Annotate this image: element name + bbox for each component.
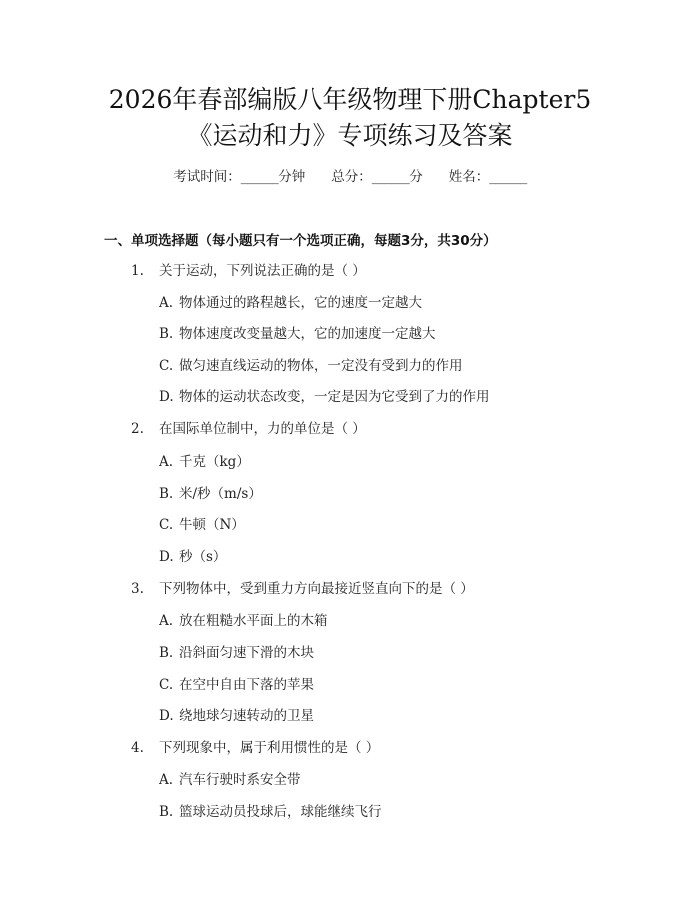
score-blank: ______ xyxy=(371,169,410,185)
option-letter: C. xyxy=(159,677,174,693)
option-letter: C. xyxy=(159,358,174,374)
option-letter: A. xyxy=(159,772,174,788)
exam-info-line xyxy=(0,168,700,186)
option-text: 沿斜面匀速下滑的木块 xyxy=(179,645,314,661)
option-3c xyxy=(159,676,314,694)
option-4a xyxy=(159,771,301,789)
question-text: 关于运动，下列说法正确的是（ ） xyxy=(159,263,366,279)
option-text: 在空中自由下落的苹果 xyxy=(179,677,314,693)
score-label: 总分： xyxy=(331,169,372,185)
option-2d xyxy=(159,548,226,566)
name-blank: ______ xyxy=(489,169,527,185)
option-letter: B. xyxy=(159,804,174,820)
option-2c xyxy=(159,516,245,534)
option-letter: C. xyxy=(159,517,174,533)
option-3b xyxy=(159,644,314,662)
option-text: 物体速度改变量越大，它的加速度一定越大 xyxy=(179,326,436,342)
question-text: 下列物体中，受到重力方向最接近竖直向下的是（ ） xyxy=(159,581,474,597)
score-unit: 分 xyxy=(409,169,423,185)
section-heading: 一、单项选择题（每小题只有一个选项正确，每题3分，共30分） xyxy=(104,233,497,249)
option-2a xyxy=(159,453,250,471)
option-letter: B. xyxy=(159,645,174,661)
option-text: 牛顿（N） xyxy=(179,517,245,533)
option-2b xyxy=(159,485,262,503)
option-letter: A. xyxy=(159,454,174,470)
time-blank: ______ xyxy=(240,169,279,185)
option-letter: B. xyxy=(159,326,174,342)
option-3d xyxy=(159,707,314,725)
name-label: 姓名： xyxy=(448,169,490,185)
question-1 xyxy=(131,262,366,280)
option-3a xyxy=(159,612,328,630)
option-letter: A. xyxy=(159,295,174,311)
question-2 xyxy=(131,420,366,438)
option-1a xyxy=(159,294,422,312)
document-title-line1: 2026年春部编版八年级物理下册Chapter5 xyxy=(108,85,592,114)
option-letter: D. xyxy=(159,389,174,405)
option-1b xyxy=(159,325,436,343)
option-text: 篮球运动员投球后，球能继续飞行 xyxy=(179,804,382,820)
option-4b xyxy=(159,803,382,821)
question-number: 3. xyxy=(131,581,144,597)
option-letter: D. xyxy=(159,708,174,724)
option-text: 汽车行驶时系安全带 xyxy=(179,772,301,788)
question-text: 在国际单位制中，力的单位是（ ） xyxy=(159,421,366,437)
option-text: 放在粗糙水平面上的木箱 xyxy=(179,613,328,629)
question-number: 2. xyxy=(131,421,144,437)
option-text: 物体的运动状态改变，一定是因为它受到了力的作用 xyxy=(179,389,490,405)
document-title-line2: 《运动和力》专项练习及答案 xyxy=(187,121,513,150)
option-text: 物体通过的路程越长，它的速度一定越大 xyxy=(179,295,422,311)
time-unit: 分钟 xyxy=(278,169,306,185)
option-letter: A. xyxy=(159,613,174,629)
question-text: 下列现象中，属于利用惯性的是（ ） xyxy=(159,740,380,756)
option-letter: D. xyxy=(159,549,174,565)
question-number: 4. xyxy=(131,740,144,756)
question-3 xyxy=(131,580,474,598)
option-text: 绕地球匀速转动的卫星 xyxy=(179,708,314,724)
question-number: 1. xyxy=(131,263,144,279)
option-letter: B. xyxy=(159,486,174,502)
option-1d xyxy=(159,388,490,406)
option-text: 秒（s） xyxy=(179,549,227,565)
option-1c xyxy=(159,357,463,375)
time-label: 考试时间： xyxy=(173,169,241,185)
question-4 xyxy=(131,739,379,757)
option-text: 千克（kg） xyxy=(179,454,250,470)
option-text: 米/秒（m/s） xyxy=(179,486,262,502)
option-text: 做匀速直线运动的物体，一定没有受到力的作用 xyxy=(179,358,463,374)
